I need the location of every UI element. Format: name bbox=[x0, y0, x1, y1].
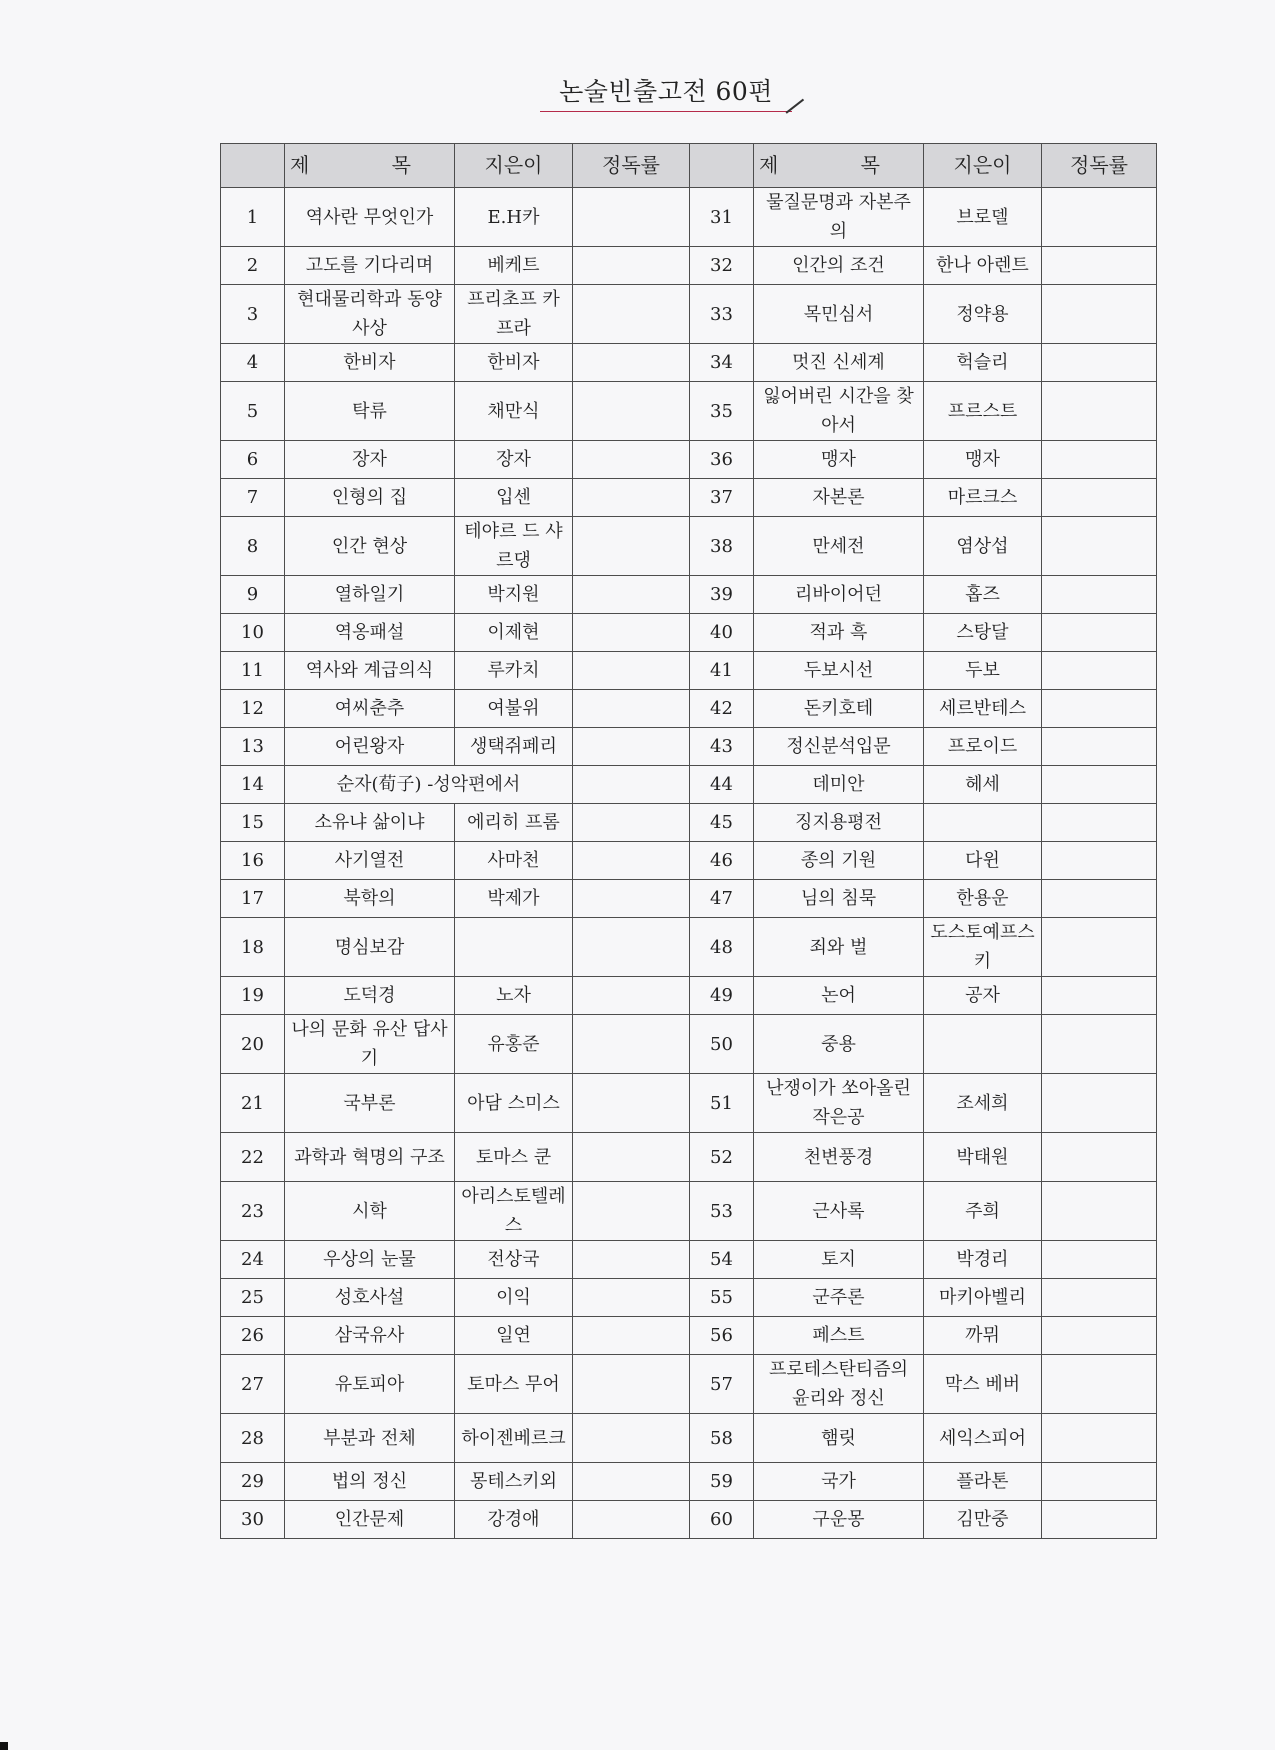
row-author-right: 다윈 bbox=[924, 842, 1042, 880]
row-rate-left bbox=[573, 652, 690, 690]
row-author-left: 하이젠베르크 bbox=[455, 1414, 573, 1463]
row-title-left: 사기열전 bbox=[285, 842, 455, 880]
row-number-right: 60 bbox=[690, 1501, 754, 1539]
row-title-right: 중용 bbox=[754, 1015, 924, 1074]
row-title-left: 인간 현상 bbox=[285, 517, 455, 576]
row-author-left: 입센 bbox=[455, 479, 573, 517]
row-author-right: 플라톤 bbox=[924, 1463, 1042, 1501]
row-title-right: 멋진 신세계 bbox=[754, 344, 924, 382]
row-number-right: 36 bbox=[690, 441, 754, 479]
row-author-left: 사마천 bbox=[455, 842, 573, 880]
row-title-right: 적과 흑 bbox=[754, 614, 924, 652]
row-author-left: 채만식 bbox=[455, 382, 573, 441]
row-title-left: 나의 문화 유산 답사기 bbox=[285, 1015, 455, 1074]
row-title-left: 소유냐 삶이냐 bbox=[285, 804, 455, 842]
row-number-left: 5 bbox=[221, 382, 285, 441]
row-number-right: 44 bbox=[690, 766, 754, 804]
row-author-right: 박태원 bbox=[924, 1133, 1042, 1182]
row-rate-left bbox=[573, 1501, 690, 1539]
row-rate-left bbox=[573, 804, 690, 842]
row-author-left: 전상국 bbox=[455, 1241, 573, 1279]
table-row bbox=[221, 1182, 1157, 1241]
row-title-left: 역사와 계급의식 bbox=[285, 652, 455, 690]
row-author-left: 이익 bbox=[455, 1279, 573, 1317]
scan-edge-mark bbox=[0, 1742, 8, 1750]
row-title-right: 죄와 벌 bbox=[754, 918, 924, 977]
row-number-left: 1 bbox=[221, 188, 285, 247]
row-title-right: 징지용평전 bbox=[754, 804, 924, 842]
row-author-left: 여불위 bbox=[455, 690, 573, 728]
row-number-left: 17 bbox=[221, 880, 285, 918]
row-title-right: 두보시선 bbox=[754, 652, 924, 690]
row-rate-left bbox=[573, 977, 690, 1015]
row-rate-right bbox=[1042, 842, 1157, 880]
table-row bbox=[221, 1317, 1157, 1355]
row-title-right: 자본론 bbox=[754, 479, 924, 517]
table-row bbox=[221, 766, 1157, 804]
table-row bbox=[221, 690, 1157, 728]
row-rate-left bbox=[573, 614, 690, 652]
row-rate-left bbox=[573, 1463, 690, 1501]
header-number-right bbox=[690, 144, 754, 188]
row-title-right: 목민심서 bbox=[754, 285, 924, 344]
table-body bbox=[221, 188, 1157, 1539]
row-rate-right bbox=[1042, 247, 1157, 285]
row-author-right: 한나 아렌트 bbox=[924, 247, 1042, 285]
row-rate-left bbox=[573, 1279, 690, 1317]
row-number-right: 50 bbox=[690, 1015, 754, 1074]
row-number-left: 28 bbox=[221, 1414, 285, 1463]
table-row bbox=[221, 382, 1157, 441]
row-title-left: 성호사설 bbox=[285, 1279, 455, 1317]
row-rate-left bbox=[573, 918, 690, 977]
row-title-right: 정신분석입문 bbox=[754, 728, 924, 766]
row-rate-left bbox=[573, 344, 690, 382]
table-row bbox=[221, 728, 1157, 766]
table-row bbox=[221, 842, 1157, 880]
row-rate-right bbox=[1042, 1501, 1157, 1539]
row-number-right: 53 bbox=[690, 1182, 754, 1241]
row-author-left: E.H카 bbox=[455, 188, 573, 247]
row-number-right: 37 bbox=[690, 479, 754, 517]
row-author-left: 강경애 bbox=[455, 1501, 573, 1539]
row-title-left: 순자(荀子) -성악편에서 bbox=[285, 766, 573, 804]
row-title-right: 물질문명과 자본주의 bbox=[754, 188, 924, 247]
row-title-left: 탁류 bbox=[285, 382, 455, 441]
table-row bbox=[221, 1501, 1157, 1539]
row-number-right: 39 bbox=[690, 576, 754, 614]
row-title-left: 인형의 집 bbox=[285, 479, 455, 517]
row-rate-right bbox=[1042, 1133, 1157, 1182]
row-author-left: 에리히 프롬 bbox=[455, 804, 573, 842]
row-rate-left bbox=[573, 188, 690, 247]
table-row bbox=[221, 247, 1157, 285]
row-author-left: 테야르 드 샤르댕 bbox=[455, 517, 573, 576]
row-rate-left bbox=[573, 766, 690, 804]
row-author-right bbox=[924, 804, 1042, 842]
row-number-right: 40 bbox=[690, 614, 754, 652]
row-title-right: 잃어버린 시간을 찾아서 bbox=[754, 382, 924, 441]
row-number-left: 24 bbox=[221, 1241, 285, 1279]
row-rate-right bbox=[1042, 766, 1157, 804]
row-number-left: 26 bbox=[221, 1317, 285, 1355]
row-number-left: 18 bbox=[221, 918, 285, 977]
row-rate-right bbox=[1042, 1414, 1157, 1463]
row-rate-right bbox=[1042, 1015, 1157, 1074]
row-title-left: 역사란 무엇인가 bbox=[285, 188, 455, 247]
row-author-left: 유홍준 bbox=[455, 1015, 573, 1074]
row-author-right: 도스토예프스키 bbox=[924, 918, 1042, 977]
row-title-right: 국가 bbox=[754, 1463, 924, 1501]
table-row bbox=[221, 1133, 1157, 1182]
row-title-right: 프로테스탄티즘의 윤리와 정신 bbox=[754, 1355, 924, 1414]
row-author-right: 마르크스 bbox=[924, 479, 1042, 517]
row-title-left: 삼국유사 bbox=[285, 1317, 455, 1355]
row-number-right: 42 bbox=[690, 690, 754, 728]
row-title-right: 님의 침묵 bbox=[754, 880, 924, 918]
row-rate-left bbox=[573, 690, 690, 728]
row-author-left bbox=[455, 918, 573, 977]
row-rate-right bbox=[1042, 1182, 1157, 1241]
row-author-right: 정약용 bbox=[924, 285, 1042, 344]
row-number-left: 29 bbox=[221, 1463, 285, 1501]
row-author-right: 헤세 bbox=[924, 766, 1042, 804]
row-title-right: 페스트 bbox=[754, 1317, 924, 1355]
row-author-left: 노자 bbox=[455, 977, 573, 1015]
row-author-right: 맹자 bbox=[924, 441, 1042, 479]
row-rate-left bbox=[573, 517, 690, 576]
row-title-left: 유토피아 bbox=[285, 1355, 455, 1414]
row-title-left: 시학 bbox=[285, 1182, 455, 1241]
header-title-right: 제 목 bbox=[754, 144, 924, 188]
row-rate-right bbox=[1042, 690, 1157, 728]
row-rate-right bbox=[1042, 188, 1157, 247]
row-number-right: 56 bbox=[690, 1317, 754, 1355]
header-author-right: 지은이 bbox=[924, 144, 1042, 188]
row-author-right: 김만중 bbox=[924, 1501, 1042, 1539]
row-author-left: 박지원 bbox=[455, 576, 573, 614]
table-row bbox=[221, 652, 1157, 690]
row-number-right: 41 bbox=[690, 652, 754, 690]
row-number-right: 34 bbox=[690, 344, 754, 382]
row-rate-left bbox=[573, 1133, 690, 1182]
row-rate-right bbox=[1042, 517, 1157, 576]
row-rate-left bbox=[573, 1074, 690, 1133]
row-number-right: 48 bbox=[690, 918, 754, 977]
row-rate-left bbox=[573, 576, 690, 614]
header-title-left: 제 목 bbox=[285, 144, 455, 188]
row-title-right: 논어 bbox=[754, 977, 924, 1015]
row-author-right bbox=[924, 1015, 1042, 1074]
row-number-right: 31 bbox=[690, 188, 754, 247]
row-number-left: 12 bbox=[221, 690, 285, 728]
row-number-right: 51 bbox=[690, 1074, 754, 1133]
row-title-right: 토지 bbox=[754, 1241, 924, 1279]
row-title-left: 현대물리학과 동양사상 bbox=[285, 285, 455, 344]
row-title-left: 명심보감 bbox=[285, 918, 455, 977]
row-rate-right bbox=[1042, 614, 1157, 652]
table-row bbox=[221, 977, 1157, 1015]
row-number-left: 25 bbox=[221, 1279, 285, 1317]
row-author-right: 프르스트 bbox=[924, 382, 1042, 441]
table-row bbox=[221, 1463, 1157, 1501]
row-title-right: 군주론 bbox=[754, 1279, 924, 1317]
header-author-left: 지은이 bbox=[455, 144, 573, 188]
row-number-right: 59 bbox=[690, 1463, 754, 1501]
table-row bbox=[221, 1074, 1157, 1133]
row-rate-left bbox=[573, 880, 690, 918]
row-author-right: 두보 bbox=[924, 652, 1042, 690]
row-title-left: 인간문제 bbox=[285, 1501, 455, 1539]
row-author-right: 막스 베버 bbox=[924, 1355, 1042, 1414]
row-title-left: 어린왕자 bbox=[285, 728, 455, 766]
row-title-right: 종의 기원 bbox=[754, 842, 924, 880]
row-rate-right bbox=[1042, 479, 1157, 517]
row-author-left: 한비자 bbox=[455, 344, 573, 382]
row-title-left: 법의 정신 bbox=[285, 1463, 455, 1501]
row-author-left: 일연 bbox=[455, 1317, 573, 1355]
classics-table bbox=[220, 143, 1157, 1539]
header-number-left bbox=[221, 144, 285, 188]
table-row bbox=[221, 479, 1157, 517]
row-number-left: 3 bbox=[221, 285, 285, 344]
row-title-left: 우상의 눈물 bbox=[285, 1241, 455, 1279]
table-row bbox=[221, 1015, 1157, 1074]
row-rate-left bbox=[573, 285, 690, 344]
row-rate-left bbox=[573, 382, 690, 441]
row-author-left: 토마스 무어 bbox=[455, 1355, 573, 1414]
row-number-left: 30 bbox=[221, 1501, 285, 1539]
row-number-left: 27 bbox=[221, 1355, 285, 1414]
row-author-right: 마키아벨리 bbox=[924, 1279, 1042, 1317]
row-title-right: 데미안 bbox=[754, 766, 924, 804]
row-title-right: 인간의 조건 bbox=[754, 247, 924, 285]
row-title-left: 한비자 bbox=[285, 344, 455, 382]
row-author-right: 염상섭 bbox=[924, 517, 1042, 576]
row-author-right: 헉슬리 bbox=[924, 344, 1042, 382]
row-number-left: 16 bbox=[221, 842, 285, 880]
row-title-right: 맹자 bbox=[754, 441, 924, 479]
row-number-left: 4 bbox=[221, 344, 285, 382]
row-rate-right bbox=[1042, 1279, 1157, 1317]
row-number-left: 8 bbox=[221, 517, 285, 576]
row-number-left: 15 bbox=[221, 804, 285, 842]
table-row bbox=[221, 285, 1157, 344]
row-rate-left bbox=[573, 1414, 690, 1463]
row-author-right: 브로델 bbox=[924, 188, 1042, 247]
table-row bbox=[221, 188, 1157, 247]
row-author-right: 세익스피어 bbox=[924, 1414, 1042, 1463]
row-author-right: 세르반테스 bbox=[924, 690, 1042, 728]
row-rate-right bbox=[1042, 441, 1157, 479]
row-rate-right bbox=[1042, 344, 1157, 382]
row-number-left: 23 bbox=[221, 1182, 285, 1241]
row-number-left: 19 bbox=[221, 977, 285, 1015]
row-rate-right bbox=[1042, 1074, 1157, 1133]
table-header-row bbox=[221, 144, 1157, 188]
row-author-left: 베케트 bbox=[455, 247, 573, 285]
row-rate-right bbox=[1042, 880, 1157, 918]
row-number-left: 21 bbox=[221, 1074, 285, 1133]
row-number-left: 10 bbox=[221, 614, 285, 652]
row-number-left: 6 bbox=[221, 441, 285, 479]
row-number-right: 33 bbox=[690, 285, 754, 344]
row-author-right: 박경리 bbox=[924, 1241, 1042, 1279]
row-rate-right bbox=[1042, 1241, 1157, 1279]
table-row bbox=[221, 1279, 1157, 1317]
row-rate-left bbox=[573, 479, 690, 517]
row-rate-right bbox=[1042, 1355, 1157, 1414]
table-row bbox=[221, 918, 1157, 977]
row-title-left: 국부론 bbox=[285, 1074, 455, 1133]
row-number-right: 35 bbox=[690, 382, 754, 441]
row-author-right: 주희 bbox=[924, 1182, 1042, 1241]
row-title-left: 여씨춘추 bbox=[285, 690, 455, 728]
row-rate-right bbox=[1042, 1463, 1157, 1501]
row-rate-right bbox=[1042, 382, 1157, 441]
row-number-right: 57 bbox=[690, 1355, 754, 1414]
table-row bbox=[221, 1355, 1157, 1414]
row-title-left: 고도를 기다리며 bbox=[285, 247, 455, 285]
row-rate-right bbox=[1042, 977, 1157, 1015]
row-rate-right bbox=[1042, 804, 1157, 842]
header-rate-left: 정독률 bbox=[573, 144, 690, 188]
row-number-right: 46 bbox=[690, 842, 754, 880]
row-rate-right bbox=[1042, 1317, 1157, 1355]
page-title: 논술빈출고전 60편 bbox=[540, 72, 792, 112]
row-title-right: 천변풍경 bbox=[754, 1133, 924, 1182]
row-number-right: 45 bbox=[690, 804, 754, 842]
row-author-right: 스탕달 bbox=[924, 614, 1042, 652]
row-author-left: 아담 스미스 bbox=[455, 1074, 573, 1133]
header-rate-right: 정독률 bbox=[1042, 144, 1157, 188]
row-author-left: 프리초프 카프라 bbox=[455, 285, 573, 344]
table-row bbox=[221, 1241, 1157, 1279]
row-title-left: 열하일기 bbox=[285, 576, 455, 614]
row-number-left: 7 bbox=[221, 479, 285, 517]
table-row bbox=[221, 517, 1157, 576]
row-title-left: 도덕경 bbox=[285, 977, 455, 1015]
row-author-left: 이제현 bbox=[455, 614, 573, 652]
row-author-left: 아리스토텔레스 bbox=[455, 1182, 573, 1241]
row-number-right: 38 bbox=[690, 517, 754, 576]
row-rate-right bbox=[1042, 576, 1157, 614]
row-title-right: 구운몽 bbox=[754, 1501, 924, 1539]
row-title-right: 난쟁이가 쏘아올린 작은공 bbox=[754, 1074, 924, 1133]
row-author-right: 한용운 bbox=[924, 880, 1042, 918]
row-rate-left bbox=[573, 247, 690, 285]
row-number-right: 43 bbox=[690, 728, 754, 766]
row-rate-left bbox=[573, 1015, 690, 1074]
row-number-left: 9 bbox=[221, 576, 285, 614]
row-author-right: 프로이드 bbox=[924, 728, 1042, 766]
row-number-left: 11 bbox=[221, 652, 285, 690]
table-row bbox=[221, 880, 1157, 918]
row-rate-left bbox=[573, 1182, 690, 1241]
row-number-left: 13 bbox=[221, 728, 285, 766]
row-author-left: 루카치 bbox=[455, 652, 573, 690]
table-row bbox=[221, 614, 1157, 652]
row-title-left: 북학의 bbox=[285, 880, 455, 918]
row-author-right: 홉즈 bbox=[924, 576, 1042, 614]
row-number-right: 32 bbox=[690, 247, 754, 285]
row-rate-left bbox=[573, 1241, 690, 1279]
row-author-left: 장자 bbox=[455, 441, 573, 479]
row-rate-right bbox=[1042, 285, 1157, 344]
row-title-right: 리바이어던 bbox=[754, 576, 924, 614]
row-number-right: 58 bbox=[690, 1414, 754, 1463]
row-author-left: 몽테스키외 bbox=[455, 1463, 573, 1501]
row-rate-right bbox=[1042, 728, 1157, 766]
row-number-left: 14 bbox=[221, 766, 285, 804]
row-rate-left bbox=[573, 441, 690, 479]
row-rate-left bbox=[573, 1355, 690, 1414]
row-number-right: 47 bbox=[690, 880, 754, 918]
row-author-right: 조세희 bbox=[924, 1074, 1042, 1133]
row-author-left: 생택쥐페리 bbox=[455, 728, 573, 766]
row-author-right: 공자 bbox=[924, 977, 1042, 1015]
row-title-right: 근사록 bbox=[754, 1182, 924, 1241]
row-number-right: 54 bbox=[690, 1241, 754, 1279]
row-title-right: 돈키호테 bbox=[754, 690, 924, 728]
table-row bbox=[221, 344, 1157, 382]
row-title-left: 장자 bbox=[285, 441, 455, 479]
row-rate-left bbox=[573, 728, 690, 766]
row-number-right: 52 bbox=[690, 1133, 754, 1182]
row-title-left: 역옹패설 bbox=[285, 614, 455, 652]
row-author-right: 까뮈 bbox=[924, 1317, 1042, 1355]
row-author-left: 박제가 bbox=[455, 880, 573, 918]
row-author-left: 토마스 쿤 bbox=[455, 1133, 573, 1182]
table-row bbox=[221, 441, 1157, 479]
row-rate-right bbox=[1042, 652, 1157, 690]
row-title-right: 햄릿 bbox=[754, 1414, 924, 1463]
row-rate-right bbox=[1042, 918, 1157, 977]
table-row bbox=[221, 576, 1157, 614]
row-rate-left bbox=[573, 1317, 690, 1355]
row-rate-left bbox=[573, 842, 690, 880]
table-row bbox=[221, 1414, 1157, 1463]
row-number-right: 55 bbox=[690, 1279, 754, 1317]
row-number-left: 22 bbox=[221, 1133, 285, 1182]
row-title-right: 만세전 bbox=[754, 517, 924, 576]
row-number-right: 49 bbox=[690, 977, 754, 1015]
row-title-left: 과학과 혁명의 구조 bbox=[285, 1133, 455, 1182]
row-number-left: 2 bbox=[221, 247, 285, 285]
table-row bbox=[221, 804, 1157, 842]
row-number-left: 20 bbox=[221, 1015, 285, 1074]
row-title-left: 부분과 전체 bbox=[285, 1414, 455, 1463]
